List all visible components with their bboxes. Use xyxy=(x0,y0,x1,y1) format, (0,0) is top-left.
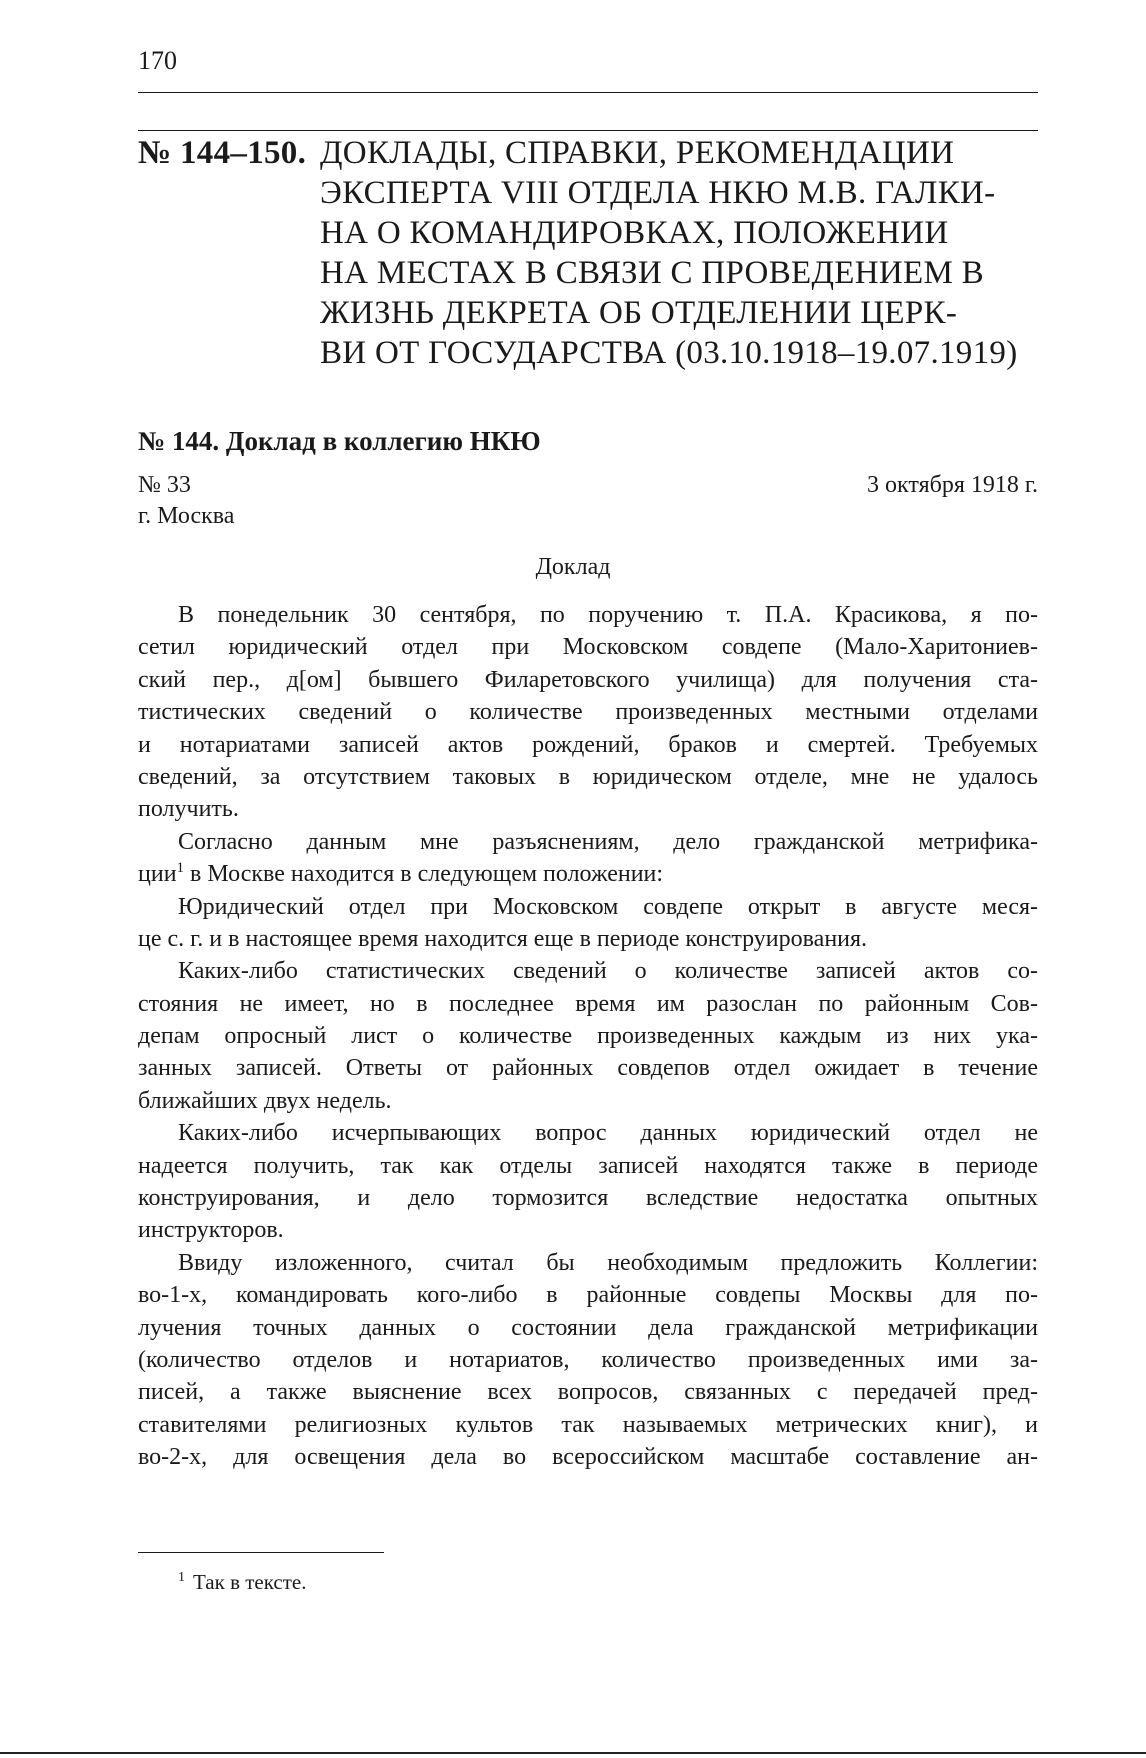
text-line: (количество отделов и нотариатов, количество произведенных ими за- xyxy=(138,1346,1038,1373)
text-line: депам опросный лист о количестве произведенных каждым из них ука- xyxy=(138,1023,1038,1050)
document-date: 3 октября 1918 г. xyxy=(867,472,1038,498)
text-line: ставителями религиозных культов так называемых метрических книг), и xyxy=(138,1411,1038,1438)
section-title-line: ЭКСПЕРТА VIII ОТДЕЛА НКЮ М.В. ГАЛКИ- xyxy=(320,175,996,211)
footnote-reference: 1 xyxy=(176,860,185,877)
text-line: стояния не имеет, но в последнее время им разослан по районным Сов- xyxy=(138,990,1038,1017)
text-line: надеется получить, так как отделы записей находятся также в периоде xyxy=(138,1152,1038,1179)
text-line-with-footnote xyxy=(138,858,1038,890)
section-title-line: ЖИЗНЬ ДЕКРЕТА ОБ ОТДЕЛЕНИИ ЦЕРК- xyxy=(320,295,958,331)
text-line: це с. г. и в настоящее время находится еще в периоде конструирования. xyxy=(138,925,868,952)
section-rule xyxy=(138,130,1038,131)
section-number: № 144–150. xyxy=(138,135,307,171)
document-title: Доклад xyxy=(535,554,611,580)
document-heading: № 144. Доклад в коллегию НКЮ xyxy=(138,426,541,456)
document-reg-number: № 33 xyxy=(138,472,191,498)
section-title-line: НА МЕСТАХ В СВЯЗИ С ПРОВЕДЕНИЕМ В xyxy=(320,255,984,291)
text-line: сетил юридический отдел при Московском совдепе (Мало-Харитониев- xyxy=(138,634,1038,661)
document-body xyxy=(138,599,1038,1474)
document-place: г. Москва xyxy=(138,503,235,529)
text-line: конструирования, и дело тормозится вследствие недостатка опытных xyxy=(138,1185,1038,1212)
text-line: тистических сведений о количестве произведенных местными отделами xyxy=(138,699,1038,726)
text-line: лучения точных данных о состоянии дела гражданской метрификации xyxy=(138,1314,1038,1341)
text-line: В понедельник 30 сентября, по поручению т. П.А. Красикова, я по- xyxy=(178,602,1038,628)
section-title-line: ВИ ОТ ГОСУДАРСТВА (03.10.1918–19.07.1919) xyxy=(320,335,1018,371)
footnote-mark: 1 xyxy=(178,1570,185,1585)
footnote-rule xyxy=(138,1552,384,1553)
text-line: и нотариатами записей актов рождений, браков и смертей. Требуемых xyxy=(138,731,1038,758)
text-line: ближайших двух недель. xyxy=(138,1087,392,1114)
footnote xyxy=(178,1568,307,1596)
text-line: Юридический отдел при Московском совдепе открыт в августе меся- xyxy=(178,893,1038,920)
text-line: инструкторов. xyxy=(138,1217,284,1244)
text-line: во-1-х, командировать кого-либо в районные совдепы Москвы для по- xyxy=(138,1282,1038,1309)
page-number: 170 xyxy=(138,46,177,75)
text-line: ский пер., д[ом] бывшего Филаретовского училища) для получения ста- xyxy=(138,666,1038,693)
text-line: во-2-х, для освещения дела во всероссийском масштабе составление ан- xyxy=(138,1444,1038,1471)
text-line: писей, а также выяснение всех вопросов, связанных с передачей пред- xyxy=(138,1379,1038,1406)
text-line: сведений, за отсутствием таковых в юридическом отделе, мне не удалось xyxy=(138,763,1038,790)
text-line: получить. xyxy=(138,796,239,823)
text-line: Ввиду изложенного, считал бы необходимым предложить Коллегии: xyxy=(178,1249,1038,1276)
footnote-text: Так в тексте. xyxy=(193,1570,307,1594)
text-line: Каких-либо статистических сведений о количестве записей актов со- xyxy=(178,958,1038,985)
text-line: занных записей. Ответы от районных совдепов отдел ожидает в течение xyxy=(138,1055,1038,1082)
text-fragment: в Москве находится в следующем положении: xyxy=(184,861,664,888)
text-line: Согласно данным мне разъяснениям, дело гражданской метрифика- xyxy=(178,828,1038,855)
document-meta xyxy=(138,470,234,532)
section-title-line: НА О КОМАНДИРОВКАХ, ПОЛОЖЕНИИ xyxy=(320,215,949,251)
text-fragment: ции xyxy=(138,861,177,888)
section-title-line: ДОКЛАДЫ, СПРАВКИ, РЕКОМЕНДАЦИИ xyxy=(320,135,955,171)
header-rule xyxy=(138,92,1038,93)
text-line: Каких-либо исчерпывающих вопрос данных юридический отдел не xyxy=(178,1120,1038,1147)
page-bottom-edge xyxy=(0,1752,1146,1754)
section-title xyxy=(320,133,1040,373)
